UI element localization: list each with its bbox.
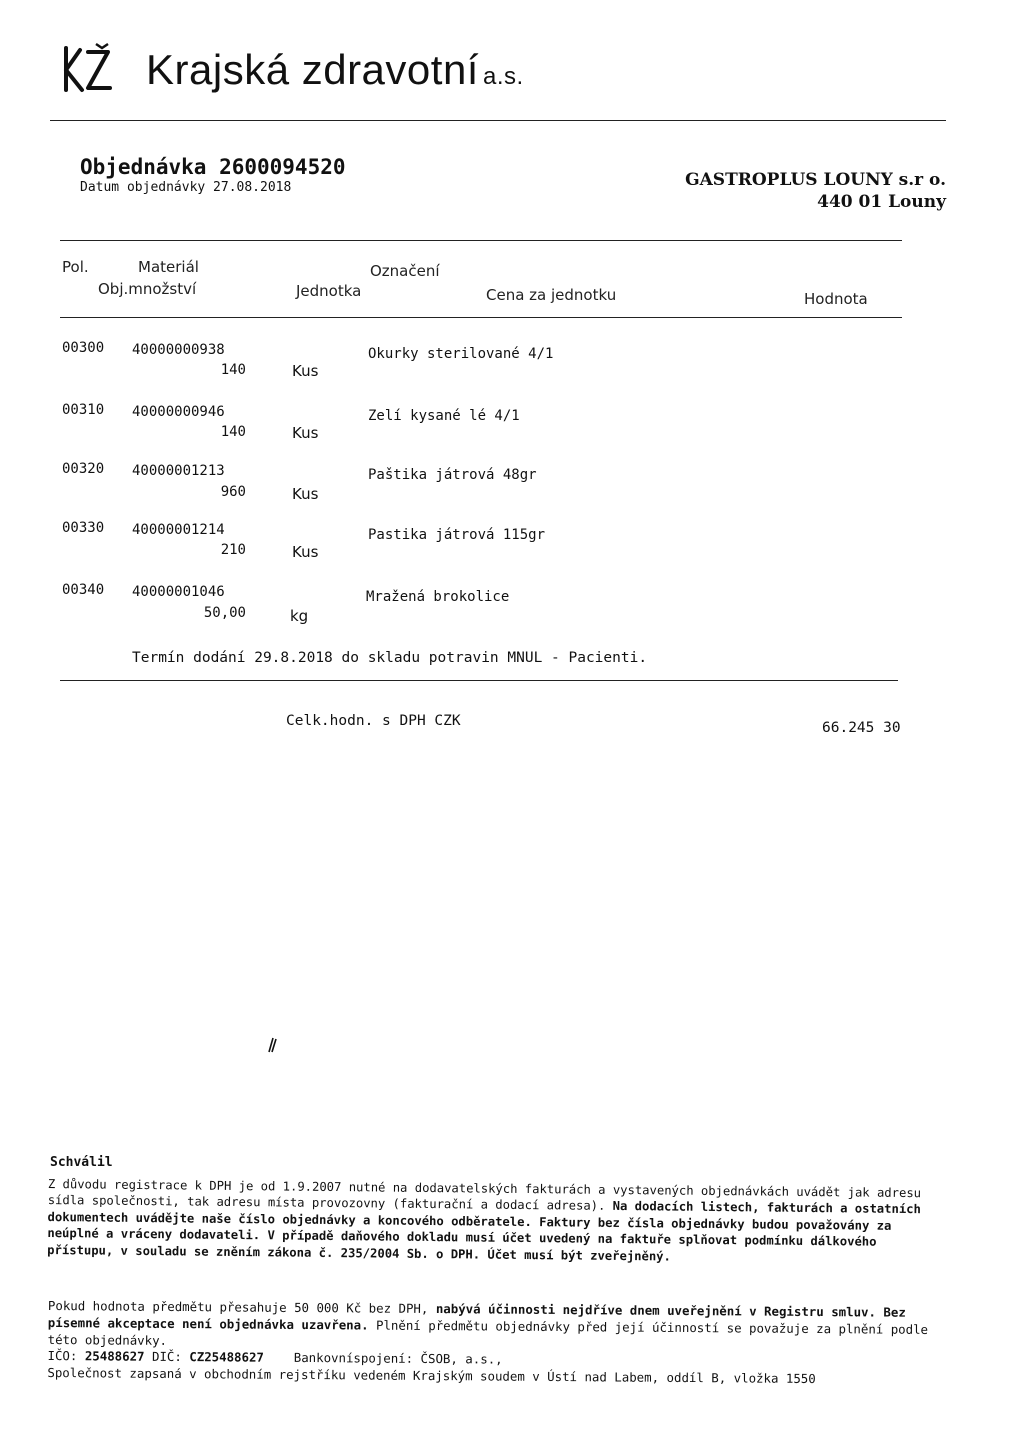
notes-nabyva: nabývá	[435, 1301, 481, 1317]
notes-registration: Z důvodu registrace k DPH je od 1.9.2007 nutné na dodavatelských fakturách a vystavených objednávkách uvádět jak adresu sídla společnosti, tak adresu místa provozovny (fakturační a dodací adresa).	[47, 1177, 922, 1214]
company-logo-icon	[62, 42, 132, 94]
row-unit: Kus	[292, 485, 319, 503]
ico-value: 25488627	[84, 1348, 145, 1365]
row-name: Pastika játrová 115gr	[368, 527, 546, 543]
row-unit: Kus	[292, 543, 319, 561]
row-qty: 140	[220, 362, 246, 378]
row-name: Mražená brokolice	[366, 589, 510, 605]
row-pol: 00300	[62, 340, 105, 356]
total-label: Celk.hodn. s DPH CZK	[286, 713, 461, 729]
row-material: 40000001046	[132, 584, 225, 600]
logo-text: Krajská zdravotní	[146, 46, 479, 93]
row-material: 40000001213	[132, 463, 225, 479]
row-pol: 00310	[62, 402, 105, 418]
company-name	[146, 46, 524, 94]
header-divider	[50, 120, 946, 121]
row-material: 40000000938	[132, 342, 225, 358]
header-cena: Cena za jednotku	[486, 286, 617, 304]
order-title: Objednávka 2600094520	[80, 155, 346, 179]
legal-notes-lower	[47, 1298, 948, 1389]
row-qty: 50,00	[203, 605, 246, 621]
table-header-divider	[60, 317, 902, 318]
row-pol: 00320	[62, 461, 105, 477]
row-unit: Kus	[292, 424, 319, 442]
supplier-city: 440 01 Louny	[817, 192, 946, 212]
bank-info: Bankovníspojení: ČSOB, a.s.,	[293, 1350, 503, 1367]
row-material: 40000000946	[132, 404, 225, 420]
header-pol: Pol.	[62, 258, 89, 276]
header-jednotka: Jednotka	[296, 282, 362, 300]
row-name: Zelí kysané lé 4/1	[368, 408, 520, 424]
row-qty: 210	[220, 542, 246, 558]
header-obj-mnozstvi: Obj.množství	[98, 280, 197, 298]
header-material: Materiál	[138, 258, 199, 276]
notes-threshold: Pokud hodnota předmětu přesahuje 50 000 Kč bez DPH,	[47, 1298, 429, 1316]
order-date: Datum objednávky 27.08.2018	[80, 180, 292, 195]
delivery-term: Termín dodání 29.8.2018 do skladu potravin MNUL - Pacienti.	[132, 650, 648, 666]
registry-info: Společnost zapsaná v obchodním rejstříku vedeném Krajským soudem v Ústí nad Labem, oddíl B, vložka 1550	[47, 1365, 816, 1387]
row-pol: 00330	[62, 520, 105, 536]
header-oznaceni: Označení	[370, 262, 440, 280]
row-name: Paštika játrová 48gr	[368, 467, 537, 483]
row-qty: 140	[220, 424, 246, 440]
dic-value: CZ25488627	[189, 1349, 264, 1366]
row-unit: Kus	[292, 362, 319, 380]
notes-bold: Na dodacích listech, fakturách a ostatních dokumentech uvádějte naše číslo objednávky a koncového odběratele. Faktury bez čísla objednávky budou považovány za neúplné a vráceny dodavateli. V případě daňového dokladu musí účet uvedený na faktuře splňovat podmínku dálkového přístupu, v souladu se zněním zákona č. 235/2004 Sb. o DPH. Účet musí být zveřejněný.	[47, 1199, 921, 1264]
ico-label: IČO:	[47, 1348, 78, 1364]
logo-suffix: a.s.	[482, 63, 524, 90]
notes-plneni: Plnění předmětu objednávky před její účinností se považuje za plnění podle této objednávky.	[47, 1317, 929, 1348]
notes-ucinnost: účinnosti nejdříve dnem uveřejnění v Registru smluv. Bez písemné akceptace není objednávka uzavřena.	[47, 1301, 906, 1333]
total-value: 66.245 30	[822, 720, 901, 736]
row-material: 40000001214	[132, 522, 225, 538]
header-hodnota: Hodnota	[804, 290, 868, 308]
delivery-divider	[60, 680, 898, 681]
table-top-divider	[60, 240, 902, 241]
row-pol: 00340	[62, 582, 105, 598]
approval-label: Schválil	[50, 1155, 113, 1170]
supplier-name: GASTROPLUS LOUNY s.r o.	[685, 170, 946, 190]
dic-label: DIČ:	[151, 1349, 182, 1365]
row-qty: 960	[220, 484, 246, 500]
row-unit: kg	[290, 607, 309, 625]
row-name: Okurky sterilované 4/1	[368, 346, 554, 362]
signature-mark-icon	[266, 1036, 278, 1054]
legal-notes	[47, 1176, 948, 1269]
